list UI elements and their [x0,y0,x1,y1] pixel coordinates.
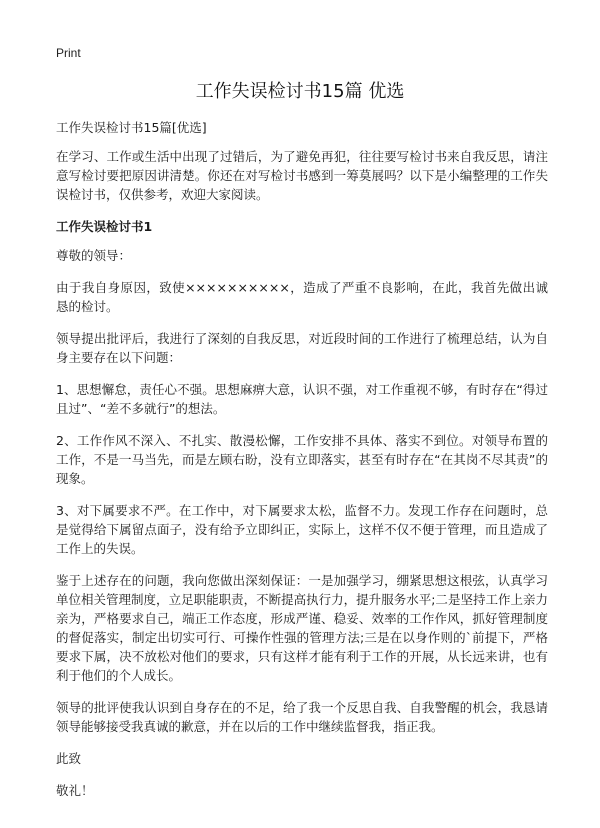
greeting: 尊敬的领导： [56,248,132,263]
body-paragraph: 鉴于上述存在的问题，我向您做出深刻保证：一是加强学习，绷紧思想这根弦，认真学习单位相关管理制度，立足职能职责，不断提高执行力，提升服务水平;二是坚持工作上亲力亲为，严格要求自己，端正工作态度，形成严谨、稳妥、效率的工作作风，抓好管理制度的督促落实，制定出切实可行、可操作性强的管理方法;三是在以身作则的`前提下，严格要求下属，决不放松对他们的要求，只有这样才能有利于工作的开展，从长远来讲，也有利于他们的个人成长。 [56,573,548,683]
body-paragraph: 领导的批评使我认识到自身存在的不足，给了我一个反思自我、自我警醒的机会，我恳请领导能够接受我真诚的歉意，并在以后的工作中继续监督我，指正我。 [56,700,548,734]
body-paragraph: 1、思想懈怠，责任心不强。思想麻痹大意，认识不强，对工作重视不够，有时存在“得过且过”、“差不多就行”的想法。 [56,382,548,416]
body-paragraph: 领导提出批评后，我进行了深刻的自我反思，对近段时间的工作进行了梳理总结，认为自身主要存在以下问题： [56,331,548,365]
closing-line: 此致 [56,751,82,766]
print-link[interactable]: Print [56,46,81,60]
document-title: 工作失误检讨书15篇 优选 [195,81,405,102]
body-paragraph: 2、工作作风不深入、不扎实、散漫松懈，工作安排不具体、落实不到位。对领导布置的工作，不是一马当先，而是左顾右盼，没有立即落实，甚至有时存在“在其岗不尽其责”的现象。 [56,433,548,486]
document-body [56,118,548,813]
closing-salute: 敬礼！ [56,783,94,798]
body-paragraph: 由于我自身原因，致使××××××××××，造成了严重不良影响，在此，我首先做出诚恳的检讨。 [56,280,548,314]
document-subtitle: 工作失误检讨书15篇[优选] [56,120,207,135]
section-heading: 工作失误检讨书1 [56,219,153,234]
body-paragraph: 3、对下属要求不严。在工作中，对下属要求太松，监督不力。发现工作存在问题时，总是觉得给下属留点面子，没有给予立即纠正，实际上，这样不仅不便于管理，而且造成了工作上的失误。 [56,503,548,556]
intro-paragraph: 在学习、工作或生活中出现了过错后，为了避免再犯，往往要写检讨书来自我反思，请注意写检讨要把原因讲清楚。你还在对写检讨书感到一筹莫展吗？以下是小编整理的工作失误检讨书，仅供参考，欢迎大家阅读。 [56,149,548,202]
